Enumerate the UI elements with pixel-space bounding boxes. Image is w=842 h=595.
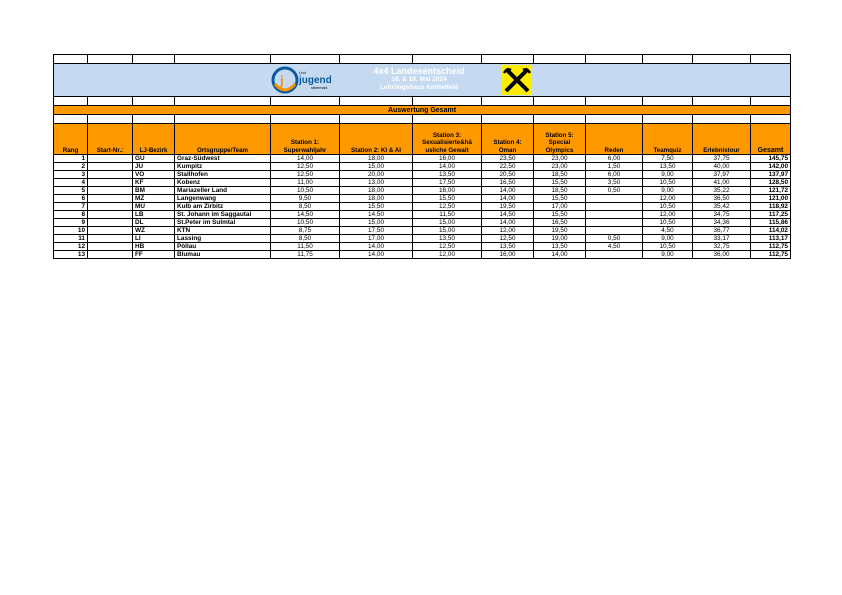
team-cell: Langenwang bbox=[175, 195, 271, 203]
reden-cell: 4,50 bbox=[586, 243, 643, 251]
event-venue: Lehrlingshaus Knittelfeld bbox=[379, 84, 458, 91]
svg-text:j: j bbox=[280, 73, 284, 88]
table-row bbox=[54, 155, 791, 163]
col-lj-bezirk: LJ-Bezirk bbox=[133, 124, 175, 155]
start-nr-cell bbox=[88, 195, 133, 203]
reden-cell: 6,00 bbox=[586, 171, 643, 179]
table-row bbox=[54, 227, 791, 235]
station4-cell: 22,50 bbox=[482, 163, 534, 171]
start-nr-cell bbox=[88, 155, 133, 163]
station5-cell: 18,50 bbox=[534, 171, 586, 179]
svg-text:jugend: jugend bbox=[299, 75, 332, 86]
bezirk-cell: MZ bbox=[133, 195, 175, 203]
bezirk-cell: FF bbox=[133, 251, 175, 259]
col-teamquiz: Teamquiz bbox=[643, 124, 693, 155]
station3-cell: 14,00 bbox=[413, 163, 482, 171]
svg-text:Lnd: Lnd bbox=[299, 70, 306, 75]
table-row bbox=[54, 171, 791, 179]
rank-cell: 6 bbox=[54, 195, 88, 203]
table-row bbox=[54, 203, 791, 211]
table-row bbox=[54, 179, 791, 187]
erlebnistour-cell: 34,75 bbox=[693, 211, 751, 219]
banner-cell bbox=[54, 64, 791, 97]
station3-cell: 11,50 bbox=[413, 211, 482, 219]
station3-cell: 13,50 bbox=[413, 235, 482, 243]
start-nr-cell bbox=[88, 243, 133, 251]
station4-cell: 16,00 bbox=[482, 251, 534, 259]
gesamt-cell: 118,92 bbox=[751, 203, 791, 211]
station2-cell: 18,00 bbox=[340, 155, 413, 163]
reden-cell: 3,50 bbox=[586, 179, 643, 187]
team-cell: Stallhofen bbox=[175, 171, 271, 179]
station1-cell: 12,50 bbox=[271, 171, 340, 179]
bezirk-cell: HB bbox=[133, 243, 175, 251]
rank-cell: 7 bbox=[54, 203, 88, 211]
raiffeisen-logo bbox=[502, 65, 532, 95]
station1-cell: 10,50 bbox=[271, 219, 340, 227]
col-gesamt: Gesamt bbox=[751, 124, 791, 155]
bezirk-cell: GU bbox=[133, 155, 175, 163]
table-row bbox=[54, 187, 791, 195]
table-row bbox=[54, 211, 791, 219]
table-row bbox=[54, 251, 791, 259]
station3-cell: 12,50 bbox=[413, 243, 482, 251]
spacer-row bbox=[54, 97, 791, 106]
erlebnistour-cell: 33,17 bbox=[693, 235, 751, 243]
section-title-row bbox=[54, 106, 791, 115]
erlebnistour-cell: 35,42 bbox=[693, 203, 751, 211]
team-cell: Pöllau bbox=[175, 243, 271, 251]
station2-cell: 14,00 bbox=[340, 251, 413, 259]
gesamt-cell: 112,75 bbox=[751, 251, 791, 259]
results-table bbox=[53, 54, 791, 259]
team-cell: Blumau bbox=[175, 251, 271, 259]
station3-cell: 15,50 bbox=[413, 195, 482, 203]
team-cell: Lassing bbox=[175, 235, 271, 243]
station2-cell: 17,00 bbox=[340, 235, 413, 243]
station1-cell: 9,50 bbox=[271, 195, 340, 203]
gesamt-cell: 128,50 bbox=[751, 179, 791, 187]
reden-cell: 0,50 bbox=[586, 235, 643, 243]
bezirk-cell: MU bbox=[133, 203, 175, 211]
col-station1: Station 1: Superwahljahr bbox=[271, 124, 340, 155]
erlebnistour-cell: 36,00 bbox=[693, 251, 751, 259]
team-cell: St. Johann im Saggautal bbox=[175, 211, 271, 219]
teamquiz-cell: 10,50 bbox=[643, 243, 693, 251]
landjugend-logo bbox=[271, 66, 341, 94]
start-nr-cell bbox=[88, 187, 133, 195]
station5-cell: 19,50 bbox=[534, 227, 586, 235]
bezirk-cell: LB bbox=[133, 211, 175, 219]
rank-cell: 2 bbox=[54, 163, 88, 171]
start-nr-cell bbox=[88, 227, 133, 235]
reden-cell bbox=[586, 203, 643, 211]
station2-cell: 14,00 bbox=[340, 243, 413, 251]
station2-cell: 20,00 bbox=[340, 171, 413, 179]
station5-cell: 13,50 bbox=[534, 243, 586, 251]
results-sheet bbox=[53, 54, 790, 259]
erlebnistour-cell: 36,77 bbox=[693, 227, 751, 235]
event-title: 4x4 Landesentscheid bbox=[373, 66, 465, 76]
station1-cell: 11,50 bbox=[271, 243, 340, 251]
bezirk-cell: DL bbox=[133, 219, 175, 227]
station3-cell: 12,00 bbox=[413, 251, 482, 259]
station5-cell: 14,00 bbox=[534, 251, 586, 259]
station5-cell: 18,50 bbox=[534, 187, 586, 195]
teamquiz-cell: 12,00 bbox=[643, 211, 693, 219]
rank-cell: 8 bbox=[54, 211, 88, 219]
team-cell: Mariazeller Land bbox=[175, 187, 271, 195]
teamquiz-cell: 13,50 bbox=[643, 163, 693, 171]
rank-cell: 9 bbox=[54, 219, 88, 227]
rank-cell: 12 bbox=[54, 243, 88, 251]
station4-cell: 13,50 bbox=[482, 243, 534, 251]
station4-cell: 14,00 bbox=[482, 195, 534, 203]
team-cell: Kumpitz bbox=[175, 163, 271, 171]
rank-cell: 13 bbox=[54, 251, 88, 259]
station1-cell: 8,75 bbox=[271, 227, 340, 235]
erlebnistour-cell: 37,75 bbox=[693, 155, 751, 163]
start-nr-cell bbox=[88, 163, 133, 171]
start-nr-cell bbox=[88, 235, 133, 243]
station1-cell: 11,00 bbox=[271, 179, 340, 187]
station5-cell: 15,50 bbox=[534, 211, 586, 219]
station1-cell: 12,50 bbox=[271, 163, 340, 171]
col-rang: Rang bbox=[54, 124, 88, 155]
teamquiz-cell: 10,50 bbox=[643, 179, 693, 187]
bezirk-cell: KF bbox=[133, 179, 175, 187]
station4-cell: 12,00 bbox=[482, 227, 534, 235]
start-nr-cell bbox=[88, 203, 133, 211]
team-cell: St.Peter im Sulmtal bbox=[175, 219, 271, 227]
bezirk-cell: JU bbox=[133, 163, 175, 171]
spacer-row bbox=[54, 115, 791, 124]
station2-cell: 13,00 bbox=[340, 179, 413, 187]
gesamt-cell: 121,72 bbox=[751, 187, 791, 195]
spacer-row bbox=[54, 55, 791, 64]
event-dates: 18. & 19. Mai 2024 bbox=[391, 76, 447, 83]
station2-cell: 15,00 bbox=[340, 219, 413, 227]
reden-cell bbox=[586, 195, 643, 203]
station5-cell: 15,50 bbox=[534, 179, 586, 187]
station5-cell: 15,50 bbox=[534, 195, 586, 203]
team-cell: KTN bbox=[175, 227, 271, 235]
station4-cell: 14,50 bbox=[482, 211, 534, 219]
station4-cell: 14,00 bbox=[482, 219, 534, 227]
station2-cell: 18,00 bbox=[340, 187, 413, 195]
banner-row bbox=[54, 64, 791, 97]
erlebnistour-cell: 36,50 bbox=[693, 195, 751, 203]
station1-cell: 14,50 bbox=[271, 211, 340, 219]
col-ortsgruppe: Ortsgruppe/Team bbox=[175, 124, 271, 155]
station2-cell: 17,50 bbox=[340, 227, 413, 235]
teamquiz-cell: 12,00 bbox=[643, 195, 693, 203]
reden-cell: 6,00 bbox=[586, 155, 643, 163]
station3-cell: 16,00 bbox=[413, 155, 482, 163]
station3-cell: 12,50 bbox=[413, 203, 482, 211]
station5-cell: 19,00 bbox=[534, 235, 586, 243]
station3-cell: 15,00 bbox=[413, 219, 482, 227]
reden-cell bbox=[586, 227, 643, 235]
erlebnistour-cell: 34,36 bbox=[693, 219, 751, 227]
rank-cell: 10 bbox=[54, 227, 88, 235]
table-row bbox=[54, 195, 791, 203]
station3-cell: 15,00 bbox=[413, 227, 482, 235]
station1-cell: 8,50 bbox=[271, 235, 340, 243]
start-nr-cell bbox=[88, 251, 133, 259]
column-header-row bbox=[54, 124, 791, 155]
bezirk-cell: LI bbox=[133, 235, 175, 243]
gesamt-cell: 114,02 bbox=[751, 227, 791, 235]
col-reden: Reden bbox=[586, 124, 643, 155]
station5-cell: 23,00 bbox=[534, 155, 586, 163]
svg-text:steiermark: steiermark bbox=[311, 86, 328, 90]
station5-cell: 17,00 bbox=[534, 203, 586, 211]
station4-cell: 16,50 bbox=[482, 179, 534, 187]
station2-cell: 18,00 bbox=[340, 195, 413, 203]
rank-cell: 4 bbox=[54, 179, 88, 187]
col-station4: Station 4: Oman bbox=[482, 124, 534, 155]
section-title: Auswertung Gesamt bbox=[54, 106, 791, 115]
station1-cell: 11,75 bbox=[271, 251, 340, 259]
erlebnistour-cell: 40,00 bbox=[693, 163, 751, 171]
station5-cell: 23,00 bbox=[534, 163, 586, 171]
gesamt-cell: 112,75 bbox=[751, 243, 791, 251]
gesamt-cell: 117,25 bbox=[751, 211, 791, 219]
erlebnistour-cell: 41,00 bbox=[693, 179, 751, 187]
erlebnistour-cell: 32,75 bbox=[693, 243, 751, 251]
station2-cell: 14,50 bbox=[340, 211, 413, 219]
team-cell: Kobenz bbox=[175, 179, 271, 187]
station4-cell: 20,50 bbox=[482, 171, 534, 179]
teamquiz-cell: 10,50 bbox=[643, 219, 693, 227]
rank-cell: 3 bbox=[54, 171, 88, 179]
station3-cell: 13,50 bbox=[413, 171, 482, 179]
station5-cell: 16,50 bbox=[534, 219, 586, 227]
reden-cell: 1,50 bbox=[586, 163, 643, 171]
table-row bbox=[54, 219, 791, 227]
station2-cell: 15,00 bbox=[340, 163, 413, 171]
bezirk-cell: VO bbox=[133, 171, 175, 179]
start-nr-cell bbox=[88, 211, 133, 219]
bezirk-cell: WZ bbox=[133, 227, 175, 235]
col-station3: Station 3: Sexualisierte&hä usliche Gewalt bbox=[413, 124, 482, 155]
reden-cell bbox=[586, 219, 643, 227]
reden-cell bbox=[586, 211, 643, 219]
rank-cell: 11 bbox=[54, 235, 88, 243]
gesamt-cell: 113,17 bbox=[751, 235, 791, 243]
station4-cell: 19,50 bbox=[482, 203, 534, 211]
erlebnistour-cell: 35,22 bbox=[693, 187, 751, 195]
gesamt-cell: 121,00 bbox=[751, 195, 791, 203]
station1-cell: 8,50 bbox=[271, 203, 340, 211]
station4-cell: 23,50 bbox=[482, 155, 534, 163]
col-start-nr: Start-Nr.: bbox=[88, 124, 133, 155]
station1-cell: 10,50 bbox=[271, 187, 340, 195]
rank-cell: 1 bbox=[54, 155, 88, 163]
gesamt-cell: 137,97 bbox=[751, 171, 791, 179]
teamquiz-cell: 4,50 bbox=[643, 227, 693, 235]
col-erlebnistour: Erlebnistour bbox=[693, 124, 751, 155]
table-row bbox=[54, 243, 791, 251]
station4-cell: 12,50 bbox=[482, 235, 534, 243]
start-nr-cell bbox=[88, 219, 133, 227]
station2-cell: 15,50 bbox=[340, 203, 413, 211]
reden-cell: 0,50 bbox=[586, 187, 643, 195]
rank-cell: 5 bbox=[54, 187, 88, 195]
station3-cell: 16,00 bbox=[413, 187, 482, 195]
station3-cell: 17,50 bbox=[413, 179, 482, 187]
erlebnistour-cell: 37,97 bbox=[693, 171, 751, 179]
table-row bbox=[54, 163, 791, 171]
teamquiz-cell: 9,00 bbox=[643, 171, 693, 179]
teamquiz-cell: 9,00 bbox=[643, 187, 693, 195]
team-cell: Kulb am Zirbitz bbox=[175, 203, 271, 211]
gesamt-cell: 115,86 bbox=[751, 219, 791, 227]
table-row bbox=[54, 235, 791, 243]
team-cell: Graz-Südwest bbox=[175, 155, 271, 163]
event-title-block bbox=[344, 66, 494, 92]
gesamt-cell: 145,75 bbox=[751, 155, 791, 163]
teamquiz-cell: 9,00 bbox=[643, 235, 693, 243]
teamquiz-cell: 7,50 bbox=[643, 155, 693, 163]
gesamt-cell: 142,00 bbox=[751, 163, 791, 171]
bezirk-cell: BM bbox=[133, 187, 175, 195]
col-station5: Station 5: Special Olympics bbox=[534, 124, 586, 155]
station1-cell: 14,00 bbox=[271, 155, 340, 163]
station4-cell: 14,00 bbox=[482, 187, 534, 195]
teamquiz-cell: 9,00 bbox=[643, 251, 693, 259]
start-nr-cell bbox=[88, 179, 133, 187]
reden-cell bbox=[586, 251, 643, 259]
col-station2: Station 2: KI & AI bbox=[340, 124, 413, 155]
start-nr-cell bbox=[88, 171, 133, 179]
teamquiz-cell: 10,50 bbox=[643, 203, 693, 211]
